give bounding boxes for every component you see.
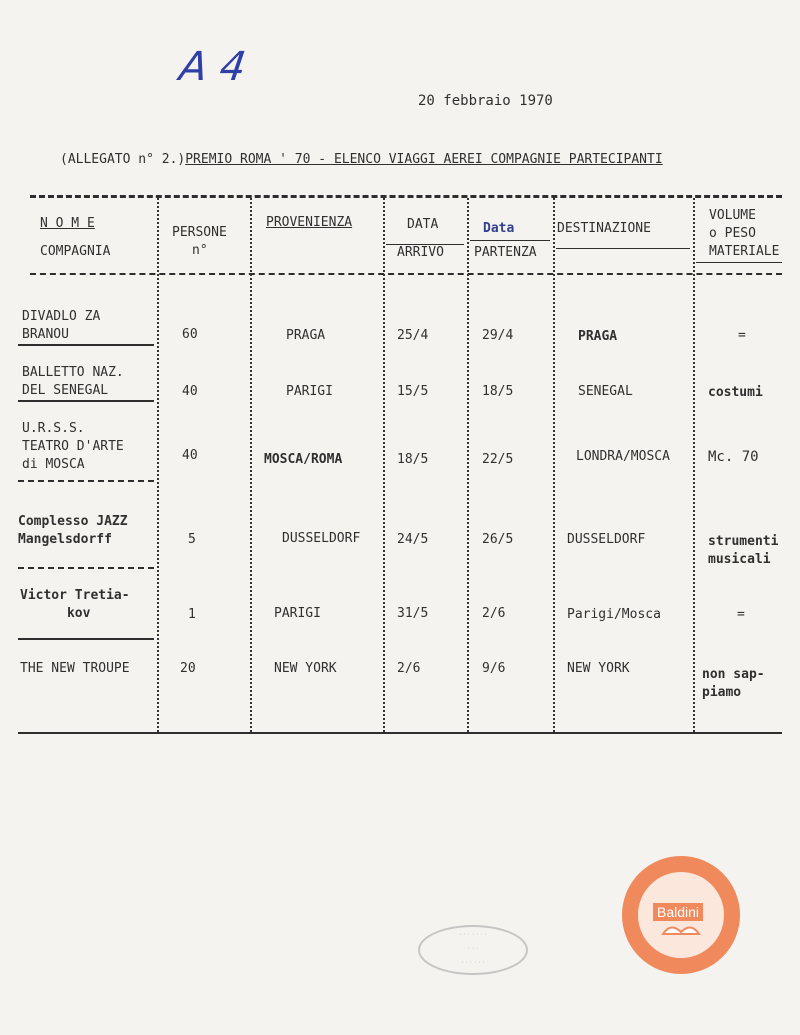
title-prefix: (ALLEGATO n° 2.)	[60, 152, 186, 167]
row-1-destinazione: PRAGA	[578, 329, 618, 344]
row-2-partenza: 18/5	[482, 384, 514, 399]
row-1-nome: DIVADLO ZA BRANOU	[22, 309, 101, 342]
title-main: PREMIO ROMA ' 70 - ELENCO VIAGGI AEREI COMPAGNIE PARTECIPANTI	[185, 152, 663, 167]
row-3-arrivo: 18/5	[397, 452, 429, 467]
header-arrivo: ARRIVO	[397, 245, 444, 260]
row-3-volume: Mc. 70	[708, 449, 759, 465]
table-top-border	[30, 195, 782, 198]
row-5-partenza: 2/6	[482, 606, 506, 621]
volume-header-rule	[696, 262, 782, 263]
header-persone: PERSONE	[172, 225, 227, 240]
row-6-destinazione: NEW YORK	[567, 661, 630, 676]
header-separator	[30, 273, 782, 275]
row-4-volume: strumenti musicali	[708, 534, 779, 567]
header-destinazione: DESTINAZIONE	[557, 221, 651, 236]
row-5-persone: 1	[188, 607, 196, 622]
row-1-volume: =	[738, 328, 746, 343]
document-title	[60, 152, 663, 167]
col-sep-6	[693, 198, 695, 732]
row-5-arrivo: 31/5	[397, 606, 429, 621]
row-1-arrivo: 25/4	[397, 328, 429, 343]
row-3-nome: U.R.S.S. TEATRO D'ARTE di MOSCA	[22, 421, 124, 472]
partenza-header-rule	[470, 240, 550, 241]
col-sep-4	[467, 198, 469, 732]
row-2-destinazione: SENEGAL	[578, 384, 633, 399]
header-data-partenza: Data	[483, 221, 515, 236]
row-2-provenienza: PARIGI	[286, 384, 333, 399]
row-2-nome: BALLETTO NAZ. DEL SENEGAL	[22, 365, 124, 398]
row-sep-1	[18, 344, 154, 346]
header-data-arrivo: DATA	[407, 217, 439, 232]
row-6-provenienza: NEW YORK	[274, 661, 337, 676]
row-4-provenienza: DUSSELDORF	[282, 531, 361, 546]
destinazione-header-rule	[556, 248, 690, 249]
row-6-nome: THE NEW TROUPE	[20, 661, 130, 676]
row-sep-3	[18, 480, 154, 482]
row-6-arrivo: 2/6	[397, 661, 421, 676]
row-2-persone: 40	[182, 384, 198, 399]
row-6-partenza: 9/6	[482, 661, 506, 676]
baldini-logo-text: Baldini	[653, 903, 703, 921]
row-6-volume: non sap- piamo	[702, 667, 765, 700]
row-2-arrivo: 15/5	[397, 384, 429, 399]
row-3-provenienza: MOSCA/ROMA	[264, 452, 343, 467]
row-5-provenienza: PARIGI	[274, 606, 321, 621]
col-sep-1	[157, 198, 159, 732]
header-provenienza: PROVENIENZA	[266, 215, 353, 230]
col-sep-2	[250, 198, 252, 732]
row-5-volume: =	[737, 607, 745, 622]
library-seal-stamp: · · · · · · · · · · · · · · · ·	[418, 925, 528, 975]
document-date: 20 febbraio 1970	[418, 93, 553, 109]
row-2-volume: costumi	[708, 385, 763, 400]
row-3-persone: 40	[182, 448, 198, 463]
row-3-partenza: 22/5	[482, 452, 514, 467]
row-1-provenienza: PRAGA	[286, 328, 326, 343]
row-sep-5	[18, 638, 154, 640]
col-sep-5	[553, 198, 555, 732]
row-sep-2	[18, 400, 154, 402]
header-volume: VOLUME	[709, 208, 756, 223]
header-compagnia: COMPAGNIA	[40, 244, 111, 259]
row-4-arrivo: 24/5	[397, 532, 429, 547]
col-sep-3	[383, 198, 385, 732]
row-5-nome: Victor Tretia- kov	[20, 588, 130, 621]
row-5-destinazione: Parigi/Mosca	[567, 607, 661, 622]
row-1-persone: 60	[182, 327, 198, 342]
row-3-destinazione: LONDRA/MOSCA	[576, 449, 670, 464]
header-nome: N O M E	[40, 216, 95, 231]
header-materiale: MATERIALE	[709, 244, 780, 259]
header-persone-n: n°	[192, 243, 208, 258]
row-4-nome: Complesso JAZZ Mangelsdorff	[18, 514, 128, 547]
row-4-destinazione: DUSSELDORF	[567, 532, 646, 547]
row-1-partenza: 29/4	[482, 328, 514, 343]
row-4-partenza: 26/5	[482, 532, 514, 547]
handwritten-mark: A 4	[176, 44, 249, 90]
header-partenza: PARTENZA	[474, 245, 537, 260]
row-6-persone: 20	[180, 661, 196, 676]
row-sep-4	[18, 567, 154, 569]
table-bottom-border	[18, 732, 782, 734]
row-4-persone: 5	[188, 532, 196, 547]
header-o-peso: o PESO	[709, 226, 756, 241]
